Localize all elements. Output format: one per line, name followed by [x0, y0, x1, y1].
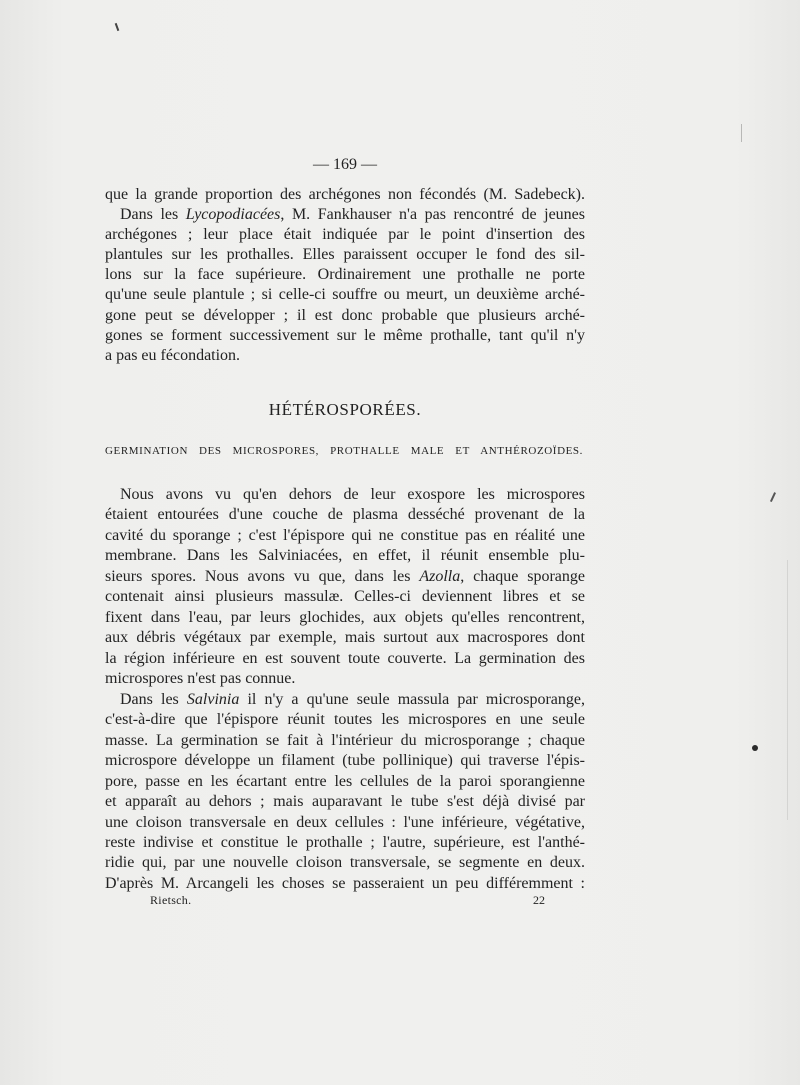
text-segment: masse. La germination se fait à l'intérieur du microsporange ; chaque: [105, 731, 585, 749]
signature-mark-number: 22: [533, 893, 545, 907]
signature-mark-author: Rietsch.: [150, 893, 192, 907]
text-segment: , chaque sporange: [460, 567, 585, 585]
text-segment: Nous avons vu qu'en dehors de leur exospore les microspores: [120, 486, 585, 503]
text-segment: reste indivise et constitue le prothalle ; l'autre, supérieure, est l'anthé-: [105, 833, 585, 851]
text-line: [105, 833, 585, 853]
text-line: [105, 853, 585, 873]
text-segment: il n'y a qu'une seule massula par microsporange,: [239, 690, 586, 708]
text-segment: plantules sur les prothalles. Elles paraissent occuper le fond des sil-: [105, 246, 585, 264]
taxon-name: Salvinia: [186, 690, 240, 708]
text-segment: microspore développe un filament (tube pollinique) qui traverse l'épis-: [105, 752, 585, 770]
text-line: [105, 874, 585, 894]
text-segment: D'après M. Arcangeli les choses se passeraient un peu différemment :: [105, 874, 585, 892]
paragraph: [105, 690, 585, 895]
text-segment: qu'une seule plantule ; si celle-ci souffre ou meurt, un deuxième arché-: [105, 286, 585, 304]
paragraph: [105, 205, 585, 366]
text-segment: fixent dans l'eau, par leurs glochides, aux objets qu'elles rencontrent,: [105, 608, 585, 626]
text-line: [105, 792, 585, 812]
section-title: HÉTÉROSPORÉES.: [268, 400, 422, 419]
text-line: [105, 185, 585, 205]
text-line: [105, 813, 585, 833]
ink-spot: [752, 745, 758, 751]
text-segment: Dans les: [120, 690, 187, 708]
text-line: [105, 567, 585, 587]
text-line: [105, 731, 585, 751]
text-segment: archégones ; leur place était indiquée par le point d'insertion des: [105, 226, 585, 244]
text-line: [105, 546, 585, 566]
text-segment: membrane. Dans les Salviniacées, en effet, il réunit ensemble plu-: [105, 547, 585, 565]
text-segment: microspores n'est pas connue.: [105, 670, 296, 688]
text-segment: a pas eu fécondation.: [105, 346, 241, 364]
text-line: [105, 485, 585, 505]
text-segment: ridie qui, par une nouvelle cloison transversale, se segmente en deux.: [105, 854, 585, 872]
text-line: [105, 710, 585, 730]
text-segment: lons sur la face supérieure. Ordinairement une prothalle ne porte: [105, 266, 585, 284]
scan-edge-line: [741, 124, 742, 142]
text-line: [105, 505, 585, 525]
text-line: [105, 225, 585, 245]
text-segment: c'est-à-dire que l'épispore réunit toutes les microspores en une seule: [105, 711, 585, 729]
paragraph: [105, 485, 585, 690]
text-segment: aux débris végétaux par exemple, mais surtout aux macrospores dont: [105, 629, 585, 647]
text-line: [105, 649, 585, 669]
text-line: [105, 285, 585, 305]
text-segment: contenait ainsi plusieurs massulæ. Celles-ci deviennent libres et se: [105, 588, 585, 606]
text-segment: et apparaît au dehors ; mais auparavant le tube s'est déjà divisé par: [105, 793, 585, 811]
text-segment: la région inférieure en est souvent toute couverte. La germination des: [105, 649, 585, 667]
text-line: [105, 346, 585, 366]
text-line: [105, 306, 585, 326]
text-line: [105, 751, 585, 771]
text-segment: une cloison transversale en deux cellules : l'une inférieure, végétative,: [105, 813, 585, 831]
section-body: [105, 485, 585, 894]
taxon-name: Lycopodiacées: [185, 206, 281, 224]
text-segment: Dans les: [120, 206, 186, 224]
text-line: [105, 587, 585, 607]
continued-text-block: [105, 185, 585, 366]
scan-edge-line: [787, 560, 788, 820]
text-line: [105, 690, 585, 710]
text-segment: que la grande proportion des archégones non fécondés (M. Sadebeck).: [105, 186, 585, 203]
taxon-name: Azolla: [419, 567, 461, 585]
text-segment: gones se forment successivement sur le même prothalle, tant qu'il n'y: [105, 326, 585, 344]
text-line: [105, 608, 585, 628]
text-line: [105, 772, 585, 792]
paragraph: [105, 185, 585, 205]
text-segment: étaient entourées d'une couche de plasma desséché provenant de la: [105, 506, 585, 524]
text-segment: , M. Fankhauser n'a pas rencontré de jeunes: [280, 206, 585, 224]
pencil-tick-mark: [770, 492, 776, 502]
text-line: [105, 669, 585, 689]
text-line: [105, 526, 585, 546]
text-segment: pore, passe en les écartant entre les cellules de la paroi sporangienne: [105, 772, 585, 790]
text-line: [105, 326, 585, 346]
pencil-tick-mark: [115, 23, 120, 31]
text-line: [105, 265, 585, 285]
section-subtitle: GERMINATION DES MICROSPORES, PROTHALLE MALE ET ANTHÉROZOÏDES.: [105, 445, 583, 457]
text-line: [105, 628, 585, 648]
text-line: [105, 245, 585, 265]
page-number: — 169 —: [313, 156, 377, 173]
text-segment: cavité du sporange ; c'est l'épispore qui ne constitue pas en réalité une: [105, 526, 585, 544]
text-segment: gone peut se développer ; il est donc probable que plusieurs arché-: [105, 306, 585, 324]
text-segment: sieurs spores. Nous avons vu que, dans les: [105, 567, 420, 585]
text-line: [105, 205, 585, 225]
